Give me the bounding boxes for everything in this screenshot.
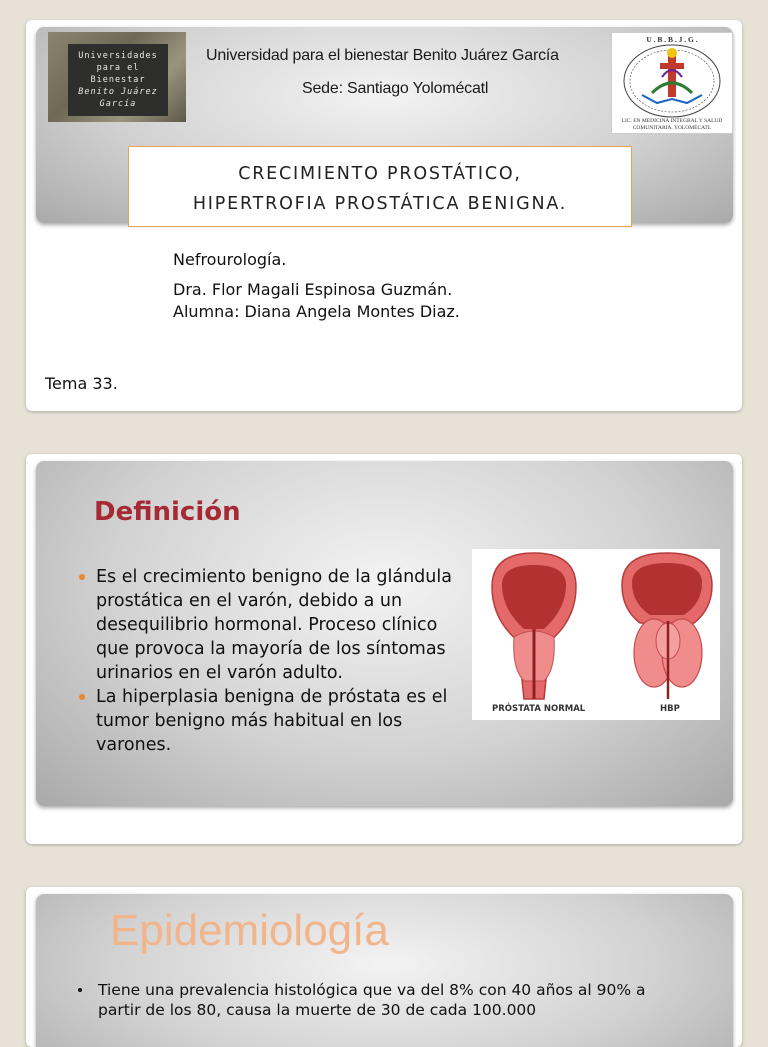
bullet-dot-icon	[79, 574, 85, 580]
university-name: Universidad para el bienestar Benito Juárez García	[206, 47, 559, 64]
bullet-text: La hiperplasia benigna de próstata es el tumor benigno más habitual en los varones.	[96, 687, 448, 755]
title-line-2: HIPERTROFIA PROSTÁTICA BENIGNA.	[192, 194, 568, 214]
logo-plaque	[68, 44, 168, 116]
slide-2	[26, 454, 742, 844]
seal-top-text: U . B . B . J . G .	[646, 35, 698, 44]
logo-line: García	[99, 99, 137, 109]
bullet-text: Es el crecimiento benigno de la glándula prostática en el varón, debido a un desequilibrio hormonal. Proceso clínico que provoca la mayoría de los síntomas urinarios en el varón adulto.	[96, 567, 452, 683]
bullet-text: Tiene una prevalencia histológica que va del 8% con 40 años al 90% a partir de los 80, causa la muerte de 30 de cada 100.000	[98, 981, 646, 1019]
bullet-dot-icon	[79, 694, 85, 700]
campus-name: Sede: Santiago Yolomécatl	[302, 80, 489, 97]
logo-line: Bienestar	[90, 75, 146, 85]
seal-bottom-text: LIC. EN MEDICINA INTEGRAL Y SALUD COMUNITARIA. YOLOMÉCATL	[621, 118, 723, 131]
slide-1	[26, 20, 742, 411]
prostate-illustration-icon	[472, 549, 720, 720]
logo-line: para el	[96, 63, 140, 73]
definition-heading: Definición	[94, 497, 241, 527]
epidemiology-bullet-list	[74, 980, 684, 1020]
caption-hbp: HBP	[660, 704, 680, 714]
list-item	[74, 980, 684, 1020]
topic-number: Tema 33.	[45, 374, 118, 393]
caption-normal-prostate: PRÓSTATA NORMAL	[492, 704, 586, 714]
list-item	[78, 685, 458, 757]
slide-2-panel	[36, 461, 733, 806]
slide-3-panel	[36, 894, 733, 1047]
bullet-dot-icon	[78, 988, 82, 992]
doctor-name: Dra. Flor Magali Espinosa Guzmán.	[173, 280, 453, 299]
student-name: Alumna: Diana Angela Montes Diaz.	[173, 302, 460, 321]
logo-line: Benito Juárez	[78, 87, 158, 97]
logo-line: Universidades	[78, 51, 158, 61]
slide-3	[26, 887, 742, 1047]
ubbjg-seal-logo	[611, 32, 733, 134]
definition-bullet-list	[78, 565, 458, 757]
prostate-comparison-image	[472, 549, 720, 720]
subject-label: Nefrourología.	[173, 250, 287, 269]
epidemiology-heading: Epidemiología	[110, 906, 389, 955]
title-line-1: CRECIMIENTO PROSTÁTICO,	[238, 164, 522, 184]
list-item	[78, 565, 458, 685]
presentation-title-box	[128, 146, 632, 227]
university-logo-left	[48, 32, 186, 122]
